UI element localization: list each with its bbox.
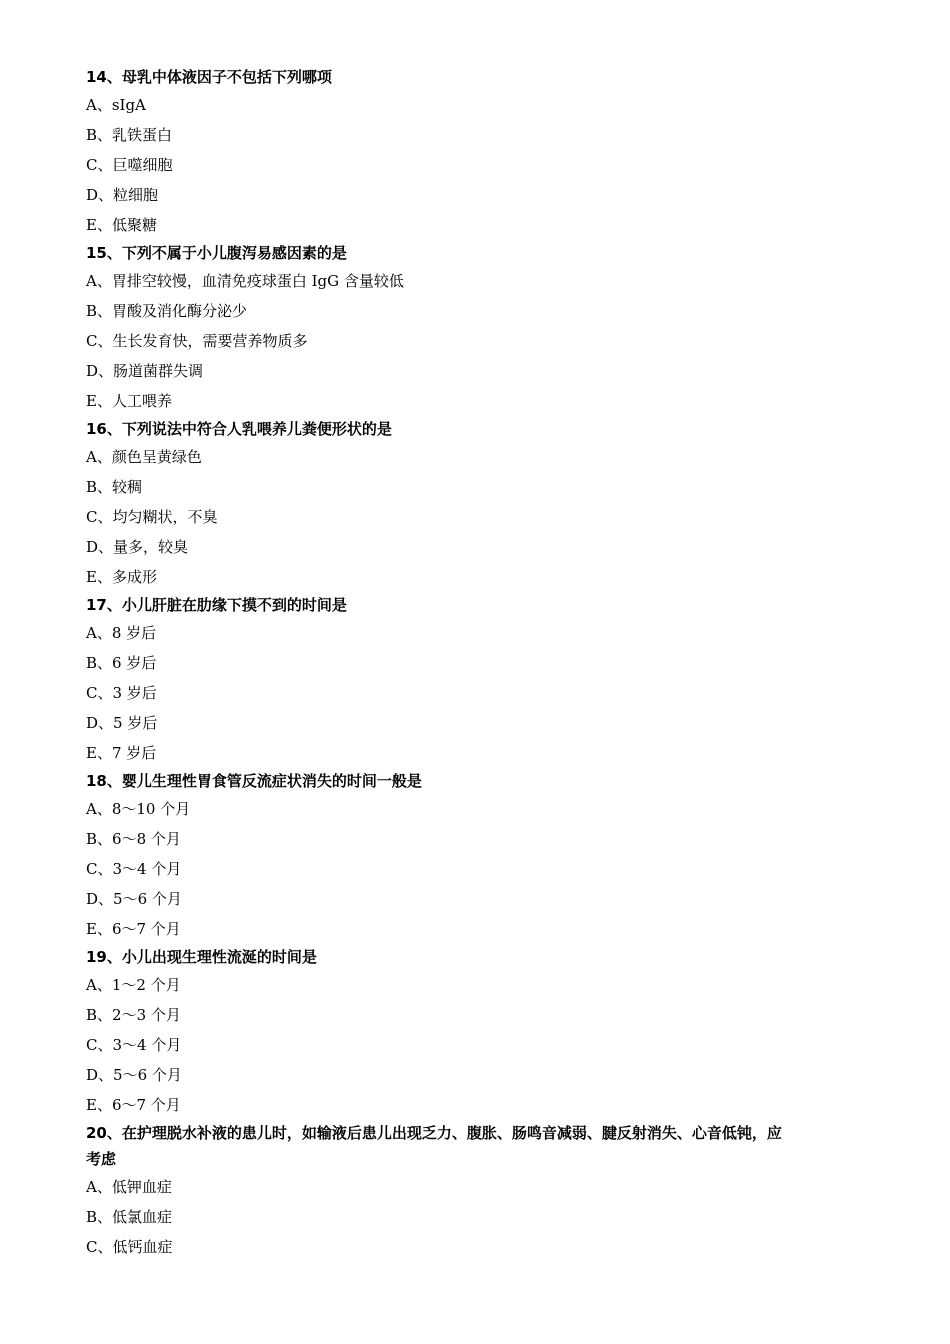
option-b: B、胃酸及消化酶分泌少 xyxy=(86,302,248,320)
option-e: E、6～7 个月 xyxy=(86,1096,181,1114)
option-a: A、8～10 个月 xyxy=(86,800,191,818)
exam-page xyxy=(86,64,886,1262)
question-stem-line-1: 20、在护理脱水补液的患儿时，如输液后患儿出现乏力、腹胀、肠鸣音减弱、腱反射消失、心音低钝，应 xyxy=(86,1124,782,1142)
question-17 xyxy=(86,592,886,768)
question-stem-line-2: 考虑 xyxy=(86,1150,117,1168)
option-b: B、2～3 个月 xyxy=(86,1006,181,1024)
option-c: C、低钙血症 xyxy=(86,1238,173,1256)
option-c: C、巨噬细胞 xyxy=(86,156,173,174)
option-a: A、sIgA xyxy=(86,96,146,114)
question-stem: 15、下列不属于小儿腹泻易感因素的是 xyxy=(86,244,347,262)
option-b: B、6～8 个月 xyxy=(86,830,181,848)
option-b: B、6 岁后 xyxy=(86,654,157,672)
question-stem: 18、婴儿生理性胃食管反流症状消失的时间一般是 xyxy=(86,772,422,790)
option-d: D、肠道菌群失调 xyxy=(86,362,204,380)
option-d: D、5 岁后 xyxy=(86,714,158,732)
question-15 xyxy=(86,240,886,416)
option-d: D、粒细胞 xyxy=(86,186,159,204)
question-stem: 16、下列说法中符合人乳喂养儿粪便形状的是 xyxy=(86,420,392,438)
option-e: E、多成形 xyxy=(86,568,157,586)
option-a: A、1～2 个月 xyxy=(86,976,181,994)
option-b: B、较稠 xyxy=(86,478,143,496)
question-stem: 17、小儿肝脏在肋缘下摸不到的时间是 xyxy=(86,596,347,614)
option-b: B、低氯血症 xyxy=(86,1208,173,1226)
option-d: D、量多，较臭 xyxy=(86,538,189,556)
option-c: C、3 岁后 xyxy=(86,684,157,702)
question-stem: 19、小儿出现生理性流涎的时间是 xyxy=(86,948,317,966)
question-16 xyxy=(86,416,886,592)
question-14 xyxy=(86,64,886,240)
option-e: E、人工喂养 xyxy=(86,392,172,410)
option-a: A、颜色呈黄绿色 xyxy=(86,448,202,466)
option-e: E、低聚糖 xyxy=(86,216,157,234)
question-18 xyxy=(86,768,886,944)
option-a: A、胃排空较慢，血清免疫球蛋白 IgG 含量较低 xyxy=(86,272,404,290)
option-c: C、3～4 个月 xyxy=(86,1036,182,1054)
option-e: E、7 岁后 xyxy=(86,744,157,762)
option-d: D、5～6 个月 xyxy=(86,890,182,908)
option-e: E、6～7 个月 xyxy=(86,920,181,938)
option-a: A、8 岁后 xyxy=(86,624,157,642)
option-d: D、5～6 个月 xyxy=(86,1066,182,1084)
option-b: B、乳铁蛋白 xyxy=(86,126,173,144)
question-stem: 14、母乳中体液因子不包括下列哪项 xyxy=(86,68,332,86)
question-20 xyxy=(86,1120,886,1262)
option-c: C、生长发育快，需要营养物质多 xyxy=(86,332,308,350)
question-19 xyxy=(86,944,886,1120)
option-c: C、均匀糊状，不臭 xyxy=(86,508,218,526)
option-a: A、低钾血症 xyxy=(86,1178,172,1196)
option-c: C、3～4 个月 xyxy=(86,860,182,878)
